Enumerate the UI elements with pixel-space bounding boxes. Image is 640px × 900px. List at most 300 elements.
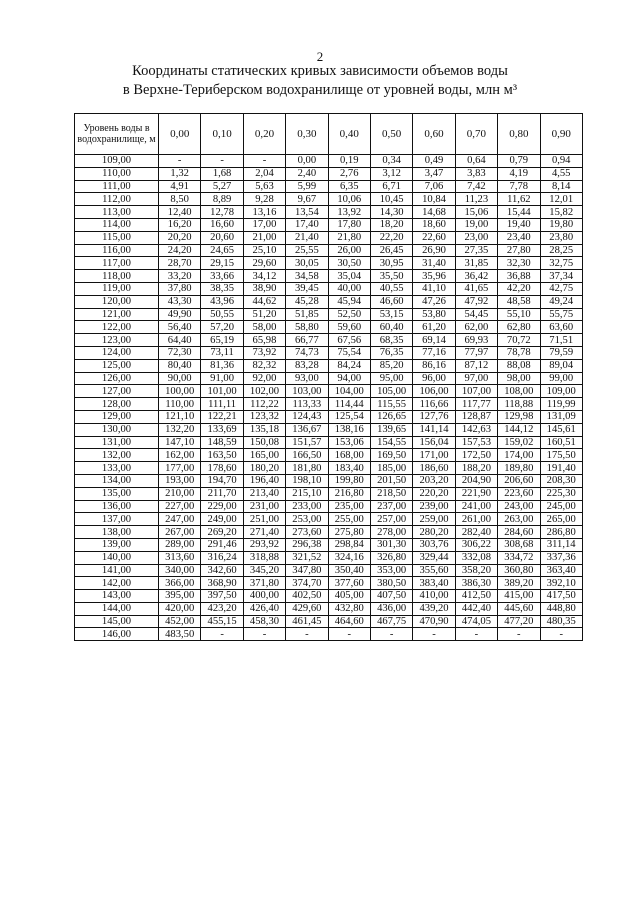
volume-cell: 132,20 [159, 423, 201, 436]
volume-cell: 225,30 [540, 487, 582, 500]
volume-cell: 102,00 [243, 385, 285, 398]
table-row [75, 295, 583, 308]
volume-cell: 38,90 [243, 282, 285, 295]
volume-cell: 172,50 [455, 449, 497, 462]
volume-cell: 28,70 [159, 257, 201, 270]
volume-cell: 95,00 [370, 372, 412, 385]
volume-cell: 249,00 [201, 513, 243, 526]
volume-cell: 201,50 [370, 474, 412, 487]
volume-cell: 28,25 [540, 244, 582, 257]
volume-cell: 23,00 [455, 231, 497, 244]
volume-cell: 4,19 [498, 167, 540, 180]
volume-cell: 62,00 [455, 321, 497, 334]
volume-cell: 11,23 [455, 193, 497, 206]
volume-cell: 263,00 [498, 513, 540, 526]
volume-cell: 26,90 [413, 244, 455, 257]
volume-cell: 4,55 [540, 167, 582, 180]
volume-cell: - [201, 628, 243, 641]
volume-cell: 177,00 [159, 462, 201, 475]
volume-cell: 151,57 [286, 436, 328, 449]
volume-cell: 69,93 [455, 334, 497, 347]
volume-cell: 189,80 [498, 462, 540, 475]
volume-cell: 374,70 [286, 577, 328, 590]
volume-cell: 156,04 [413, 436, 455, 449]
volume-cell: 87,12 [455, 359, 497, 372]
level-cell: 116,00 [75, 244, 159, 257]
volume-cell: 35,04 [328, 270, 370, 283]
volume-cell: 106,00 [413, 385, 455, 398]
table-row [75, 628, 583, 641]
volume-cell: 38,35 [201, 282, 243, 295]
volume-cell: 308,68 [498, 538, 540, 551]
volume-cell: 426,40 [243, 602, 285, 615]
volume-cell: 461,45 [286, 615, 328, 628]
volume-cell: 80,40 [159, 359, 201, 372]
volume-cell: - [498, 628, 540, 641]
volume-cell: 313,60 [159, 551, 201, 564]
volume-cell: 16,60 [201, 218, 243, 231]
volume-cell: 186,60 [413, 462, 455, 475]
header-decimal: 0,50 [370, 114, 412, 155]
volume-cell: 9,28 [243, 193, 285, 206]
header-decimal: 0,80 [498, 114, 540, 155]
level-cell: 132,00 [75, 449, 159, 462]
volume-cell: 448,80 [540, 602, 582, 615]
volume-cell: 3,47 [413, 167, 455, 180]
volume-cell: 58,80 [286, 321, 328, 334]
volume-cell: 39,45 [286, 282, 328, 295]
volume-cell: 467,75 [370, 615, 412, 628]
volume-cell: 105,00 [370, 385, 412, 398]
volume-cell: 199,80 [328, 474, 370, 487]
volume-cell: 129,98 [498, 410, 540, 423]
header-decimal: 0,00 [159, 114, 201, 155]
volume-cell: 392,10 [540, 577, 582, 590]
volume-cell: 337,36 [540, 551, 582, 564]
volume-cell: 211,70 [201, 487, 243, 500]
volume-cell: 2,40 [286, 167, 328, 180]
volume-cell: 269,20 [201, 526, 243, 539]
volume-cell: 93,00 [286, 372, 328, 385]
volume-cell: 43,30 [159, 295, 201, 308]
volume-cell: 20,60 [201, 231, 243, 244]
table-row [75, 564, 583, 577]
volume-cell: 298,84 [328, 538, 370, 551]
volume-cell: 7,78 [498, 180, 540, 193]
volume-cell: 2,76 [328, 167, 370, 180]
volume-cell: 67,56 [328, 334, 370, 347]
volume-cell: 174,00 [498, 449, 540, 462]
volume-cell: 99,00 [540, 372, 582, 385]
table-row [75, 180, 583, 193]
level-cell: 135,00 [75, 487, 159, 500]
volume-cell: 235,00 [328, 500, 370, 513]
volume-cell: 210,00 [159, 487, 201, 500]
table-row [75, 385, 583, 398]
volume-cell: 136,67 [286, 423, 328, 436]
volume-cell: - [243, 155, 285, 168]
document-title [0, 62, 640, 100]
volume-cell: 483,50 [159, 628, 201, 641]
volume-cell: 0,49 [413, 155, 455, 168]
table-row [75, 334, 583, 347]
volume-cell: 33,20 [159, 270, 201, 283]
level-cell: 109,00 [75, 155, 159, 168]
volume-cell: 19,80 [540, 218, 582, 231]
volume-cell: - [243, 628, 285, 641]
level-cell: 122,00 [75, 321, 159, 334]
volume-cell: 204,90 [455, 474, 497, 487]
volume-cell: 138,16 [328, 423, 370, 436]
volume-cell: 6,71 [370, 180, 412, 193]
table-row [75, 231, 583, 244]
volume-cell: 30,05 [286, 257, 328, 270]
volume-cell: 221,90 [455, 487, 497, 500]
volume-cell: 324,16 [328, 551, 370, 564]
header-decimal: 0,60 [413, 114, 455, 155]
volume-cell: 45,94 [328, 295, 370, 308]
volume-cell: 116,66 [413, 398, 455, 411]
volume-cell: 188,20 [455, 462, 497, 475]
volume-cell: 183,40 [328, 462, 370, 475]
volume-cell: 122,21 [201, 410, 243, 423]
table-row [75, 308, 583, 321]
table-row [75, 346, 583, 359]
volume-cell: 55,10 [498, 308, 540, 321]
table-row [75, 282, 583, 295]
title-line-2: в Верхне-Териберском водохранилище от уровней воды, млн м³ [122, 82, 518, 98]
volume-cell: 61,20 [413, 321, 455, 334]
volume-cell: 16,20 [159, 218, 201, 231]
volume-cell: 291,46 [201, 538, 243, 551]
table-row [75, 218, 583, 231]
volume-cell: 52,50 [328, 308, 370, 321]
volume-cell: 25,55 [286, 244, 328, 257]
volume-cell: 139,65 [370, 423, 412, 436]
volume-cell: 47,92 [455, 295, 497, 308]
volume-cell: 34,12 [243, 270, 285, 283]
volume-cell: 60,40 [370, 321, 412, 334]
table-row [75, 359, 583, 372]
volume-cell: - [370, 628, 412, 641]
table-row [75, 474, 583, 487]
volume-cell: 474,05 [455, 615, 497, 628]
volume-cell: 85,20 [370, 359, 412, 372]
volume-cell: 103,00 [286, 385, 328, 398]
volume-cell: 15,44 [498, 206, 540, 219]
volume-cell: 168,00 [328, 449, 370, 462]
volume-cell: 1,32 [159, 167, 201, 180]
volume-cell: 147,10 [159, 436, 201, 449]
volume-cell: 282,40 [455, 526, 497, 539]
level-cell: 141,00 [75, 564, 159, 577]
volume-cell: 227,00 [159, 500, 201, 513]
volume-cell: 350,40 [328, 564, 370, 577]
volume-cell: 68,35 [370, 334, 412, 347]
volume-cell: 0,94 [540, 155, 582, 168]
volume-cell: 332,08 [455, 551, 497, 564]
volume-cell: 125,54 [328, 410, 370, 423]
volume-cell: 53,15 [370, 308, 412, 321]
volume-cell: 63,60 [540, 321, 582, 334]
level-cell: 130,00 [75, 423, 159, 436]
volume-cell: 178,60 [201, 462, 243, 475]
level-cell: 134,00 [75, 474, 159, 487]
volume-cell: 10,06 [328, 193, 370, 206]
volume-cell: - [455, 628, 497, 641]
volume-cell: 267,00 [159, 526, 201, 539]
volume-cell: 2,04 [243, 167, 285, 180]
volume-cell: 0,19 [328, 155, 370, 168]
level-cell: 121,00 [75, 308, 159, 321]
volume-cell: 358,20 [455, 564, 497, 577]
volume-cell: 77,16 [413, 346, 455, 359]
volume-cell: 160,51 [540, 436, 582, 449]
volume-cell: 18,60 [413, 218, 455, 231]
volume-cell: 65,19 [201, 334, 243, 347]
volume-cell: 148,59 [201, 436, 243, 449]
volume-cell: 216,80 [328, 487, 370, 500]
volume-cell: 17,80 [328, 218, 370, 231]
volume-cell: 0,00 [286, 155, 328, 168]
volume-cell: 30,95 [370, 257, 412, 270]
volume-cell: 101,00 [201, 385, 243, 398]
header-decimal: 0,40 [328, 114, 370, 155]
volume-cell: 115,55 [370, 398, 412, 411]
volume-cell: 239,00 [413, 500, 455, 513]
table-row [75, 372, 583, 385]
volume-cell: 92,00 [243, 372, 285, 385]
volume-cell: 185,00 [370, 462, 412, 475]
volume-cell: 397,50 [201, 590, 243, 603]
level-cell: 119,00 [75, 282, 159, 295]
volume-cell: 10,84 [413, 193, 455, 206]
volume-cell: 24,20 [159, 244, 201, 257]
volume-cell: 229,00 [201, 500, 243, 513]
level-cell: 145,00 [75, 615, 159, 628]
volume-cell: 275,80 [328, 526, 370, 539]
volume-cell: 19,00 [455, 218, 497, 231]
volume-cell: - [201, 155, 243, 168]
volume-cell: 40,00 [328, 282, 370, 295]
volume-cell: 206,60 [498, 474, 540, 487]
volume-cell: 76,35 [370, 346, 412, 359]
volume-cell: 79,59 [540, 346, 582, 359]
volume-cell: 191,40 [540, 462, 582, 475]
volume-cell: 159,02 [498, 436, 540, 449]
volume-cell: 75,54 [328, 346, 370, 359]
volume-cell: 81,36 [201, 359, 243, 372]
volume-cell: 36,88 [498, 270, 540, 283]
volume-cell: 64,40 [159, 334, 201, 347]
volume-cell: 73,92 [243, 346, 285, 359]
volume-cell: 215,10 [286, 487, 328, 500]
volume-cell: 65,98 [243, 334, 285, 347]
table-row [75, 423, 583, 436]
volume-cell: 56,40 [159, 321, 201, 334]
volume-cell: 112,22 [243, 398, 285, 411]
volume-cell: 41,10 [413, 282, 455, 295]
table-row [75, 538, 583, 551]
volume-cell: 271,40 [243, 526, 285, 539]
volume-cell: 6,35 [328, 180, 370, 193]
level-cell: 143,00 [75, 590, 159, 603]
volume-cell: 49,90 [159, 308, 201, 321]
volume-cell: 145,61 [540, 423, 582, 436]
volume-cell: 43,96 [201, 295, 243, 308]
volume-cell: 86,16 [413, 359, 455, 372]
volume-cell: 111,11 [201, 398, 243, 411]
volume-cell: 166,50 [286, 449, 328, 462]
level-cell: 111,00 [75, 180, 159, 193]
volume-cell: 464,60 [328, 615, 370, 628]
volume-cell: 23,80 [540, 231, 582, 244]
volume-cell: 27,80 [498, 244, 540, 257]
table-row [75, 436, 583, 449]
volume-cell: 360,80 [498, 564, 540, 577]
volume-cell: 5,99 [286, 180, 328, 193]
volume-cell: 31,40 [413, 257, 455, 270]
volume-cell: 23,40 [498, 231, 540, 244]
volume-cell: 62,80 [498, 321, 540, 334]
level-cell: 110,00 [75, 167, 159, 180]
volume-cell: 353,00 [370, 564, 412, 577]
volume-cell: 46,60 [370, 295, 412, 308]
volume-cell: 69,14 [413, 334, 455, 347]
volume-cell: 321,52 [286, 551, 328, 564]
volume-cell: 24,65 [201, 244, 243, 257]
volume-cell: 97,00 [455, 372, 497, 385]
table-row [75, 193, 583, 206]
volume-cell: - [286, 628, 328, 641]
volume-cell: 301,30 [370, 538, 412, 551]
header-level: Уровень воды в водохранилище, м [75, 114, 159, 155]
volume-cell: 72,30 [159, 346, 201, 359]
volume-cell: 32,75 [540, 257, 582, 270]
volume-cell: 32,30 [498, 257, 540, 270]
volume-cell: 439,20 [413, 602, 455, 615]
volume-cell: 284,60 [498, 526, 540, 539]
volume-cell: 293,92 [243, 538, 285, 551]
volume-cell: 124,43 [286, 410, 328, 423]
volume-cell: 208,30 [540, 474, 582, 487]
volume-cell: 114,44 [328, 398, 370, 411]
table-row [75, 513, 583, 526]
volume-cell: 77,97 [455, 346, 497, 359]
level-cell: 129,00 [75, 410, 159, 423]
level-cell: 137,00 [75, 513, 159, 526]
volume-cell: 8,50 [159, 193, 201, 206]
level-cell: 123,00 [75, 334, 159, 347]
table-row [75, 526, 583, 539]
volume-cell: 259,00 [413, 513, 455, 526]
volume-cell: 150,08 [243, 436, 285, 449]
volume-cell: 21,40 [286, 231, 328, 244]
volume-cell: 380,50 [370, 577, 412, 590]
volume-cell: 400,00 [243, 590, 285, 603]
volume-cell: 405,00 [328, 590, 370, 603]
volume-cell: 117,77 [455, 398, 497, 411]
volume-cell: 386,30 [455, 577, 497, 590]
volume-cell: 412,50 [455, 590, 497, 603]
volume-cell: 108,00 [498, 385, 540, 398]
volume-cell: 3,12 [370, 167, 412, 180]
volume-cell: 480,35 [540, 615, 582, 628]
table-row [75, 500, 583, 513]
volume-cell: 98,00 [498, 372, 540, 385]
level-cell: 112,00 [75, 193, 159, 206]
volume-cell: 366,00 [159, 577, 201, 590]
table-row [75, 206, 583, 219]
volume-cell: 8,14 [540, 180, 582, 193]
volume-cell: 21,80 [328, 231, 370, 244]
volume-cell: 35,50 [370, 270, 412, 283]
volume-cell: 289,00 [159, 538, 201, 551]
volume-cell: 261,00 [455, 513, 497, 526]
volume-cell: 458,30 [243, 615, 285, 628]
volume-cell: 22,20 [370, 231, 412, 244]
level-cell: 140,00 [75, 551, 159, 564]
volume-cell: 42,20 [498, 282, 540, 295]
volume-cell: 306,22 [455, 538, 497, 551]
volume-table [74, 113, 583, 641]
volume-cell: 196,40 [243, 474, 285, 487]
volume-cell: 123,32 [243, 410, 285, 423]
volume-cell: 29,60 [243, 257, 285, 270]
volume-cell: 21,00 [243, 231, 285, 244]
volume-cell: 265,00 [540, 513, 582, 526]
volume-cell: 20,20 [159, 231, 201, 244]
volume-cell: 121,10 [159, 410, 201, 423]
volume-cell: 165,00 [243, 449, 285, 462]
volume-cell: 51,85 [286, 308, 328, 321]
volume-cell: 41,65 [455, 282, 497, 295]
volume-cell: 340,00 [159, 564, 201, 577]
volume-cell: 0,34 [370, 155, 412, 168]
volume-cell: 34,58 [286, 270, 328, 283]
volume-cell: 220,20 [413, 487, 455, 500]
volume-cell: 27,35 [455, 244, 497, 257]
table-row [75, 321, 583, 334]
header-decimal: 0,90 [540, 114, 582, 155]
volume-cell: 389,20 [498, 577, 540, 590]
volume-cell: 29,15 [201, 257, 243, 270]
volume-cell: 50,55 [201, 308, 243, 321]
volume-cell: 88,08 [498, 359, 540, 372]
table-row [75, 449, 583, 462]
volume-cell: 127,76 [413, 410, 455, 423]
table-row [75, 155, 583, 168]
volume-cell: 90,00 [159, 372, 201, 385]
volume-cell: 296,38 [286, 538, 328, 551]
volume-cell: 91,00 [201, 372, 243, 385]
volume-cell: 237,00 [370, 500, 412, 513]
table-row [75, 270, 583, 283]
table-row [75, 487, 583, 500]
volume-cell: 273,60 [286, 526, 328, 539]
volume-cell: 153,06 [328, 436, 370, 449]
volume-cell: 198,10 [286, 474, 328, 487]
volume-cell: 73,11 [201, 346, 243, 359]
table-row [75, 590, 583, 603]
volume-cell: 163,50 [201, 449, 243, 462]
volume-cell: 119,99 [540, 398, 582, 411]
level-cell: 114,00 [75, 218, 159, 231]
level-cell: 118,00 [75, 270, 159, 283]
volume-cell: 142,63 [455, 423, 497, 436]
volume-cell: 12,01 [540, 193, 582, 206]
volume-cell: 83,28 [286, 359, 328, 372]
